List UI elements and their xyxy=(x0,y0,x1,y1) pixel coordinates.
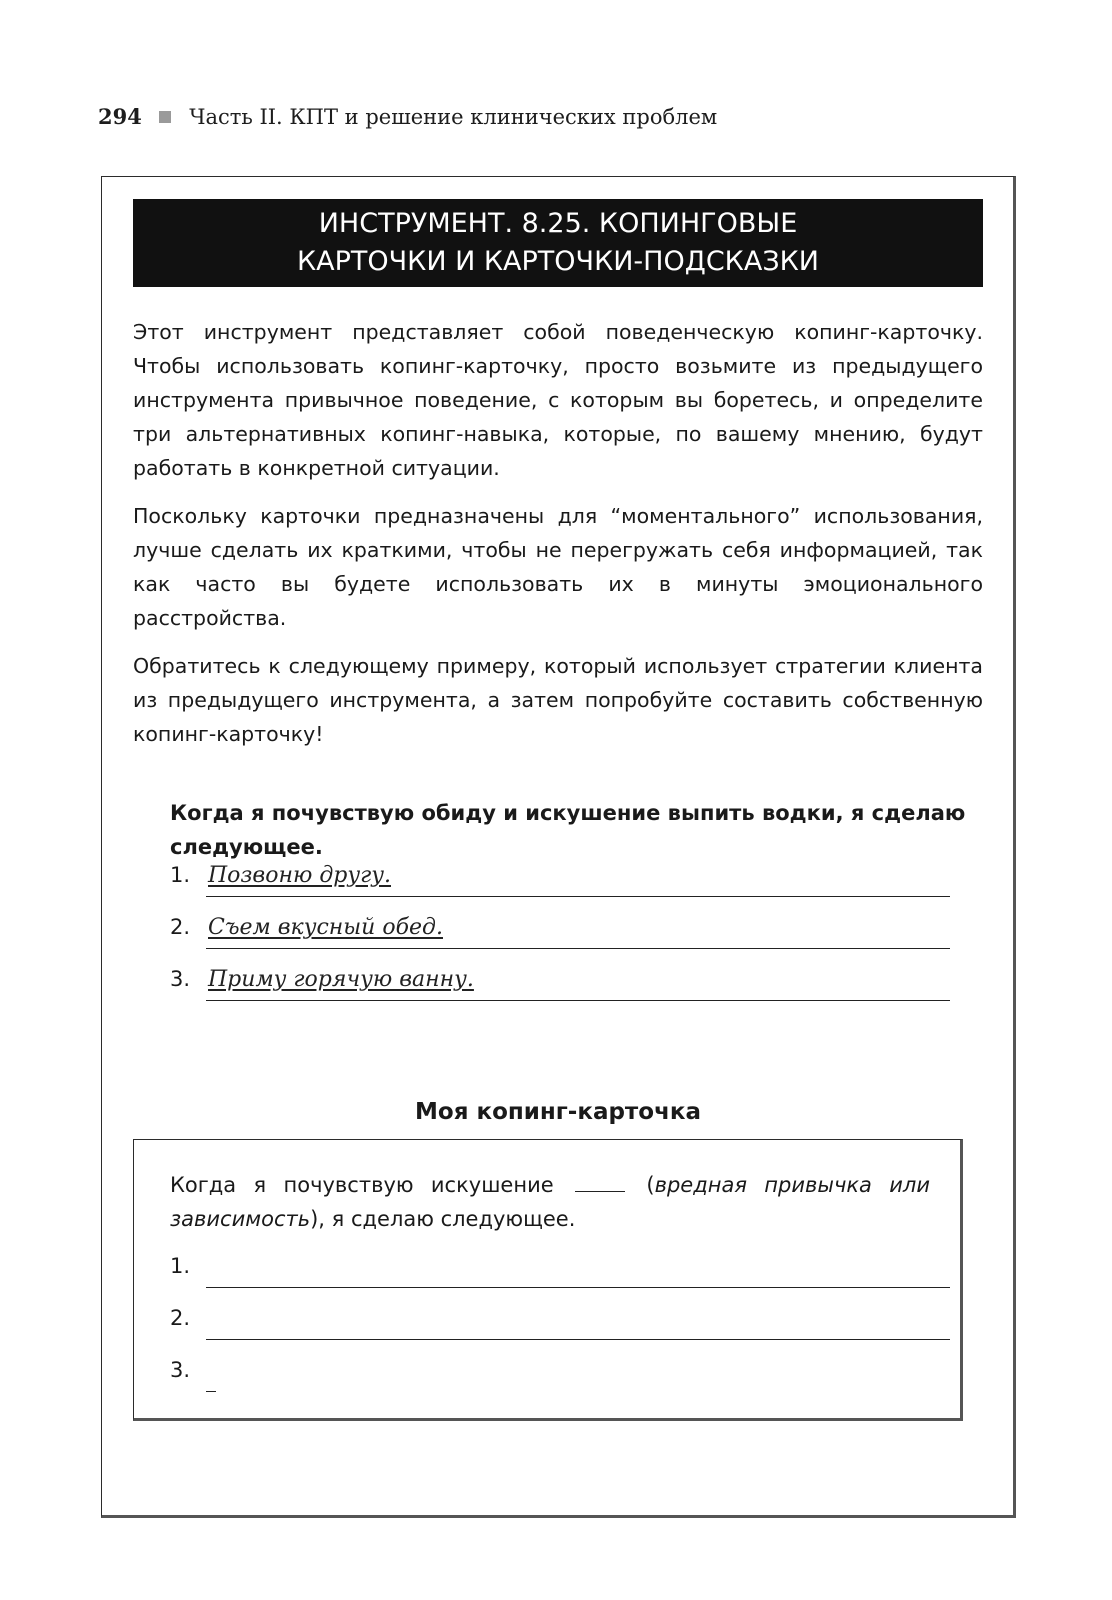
handwritten-answer: Съем вкусный обед. xyxy=(208,915,443,940)
running-head xyxy=(98,104,717,129)
paragraph-3: Обратитесь к следующему примеру, который использует стратегии клиента из предыдущего инструмента, а затем попробуйте составить собственную копинг-карточку! xyxy=(133,654,983,746)
prompt-start: Когда я почувствую искушение xyxy=(170,1173,554,1197)
handwritten-answer: Приму горячую ванну. xyxy=(208,967,474,992)
my-card-prompt xyxy=(170,1168,930,1236)
example-item-3 xyxy=(170,967,950,1001)
prompt-paren-open: ( xyxy=(646,1173,655,1197)
item-number: 3. xyxy=(170,967,191,991)
page-number: 294 xyxy=(98,104,142,129)
prompt-end: ), я сделаю следующее. xyxy=(310,1207,576,1231)
instructions xyxy=(133,315,983,765)
my-card-title: Моя копинг-карточка xyxy=(415,1099,701,1125)
tool-banner xyxy=(133,199,983,287)
banner-line-2: КАРТОЧКИ И КАРТОЧКИ-ПОДСКАЗКИ xyxy=(296,246,819,277)
example-item-1 xyxy=(170,863,950,897)
paragraph-1: Этот инструмент представляет собой поведенческую копинг-карточку. Чтобы использовать копинг-карточку, просто возьмите из предыдущего инструмента привычное поведение, с которым вы боретесь, и определите три альтернативных копинг-навыка, которые, по вашему мнению, будут работать в конкретной ситуации. xyxy=(133,320,983,480)
my-card-item-2 xyxy=(170,1306,950,1340)
item-number: 2. xyxy=(170,1306,191,1330)
example-heading: Когда я почувствую обиду и искушение выпить водки, я сделаю следующее. xyxy=(170,801,966,859)
item-number: 1. xyxy=(170,1254,191,1278)
item-number: 1. xyxy=(170,863,191,887)
answer-line xyxy=(206,967,950,1001)
item-number: 2. xyxy=(170,915,191,939)
my-card-item-3 xyxy=(170,1358,950,1392)
paragraph-2: Поскольку карточки предназначены для “моментального” использования, лучше сделать их краткими, чтобы не перегружать себя информацией, так как часто вы будете использовать их в минуты эмоционального расстройства. xyxy=(133,504,983,630)
running-title: Часть II. КПТ и решение клинических проблем xyxy=(189,105,718,129)
item-number: 3. xyxy=(170,1358,191,1382)
prompt-italic: вредная привычка или зависимость xyxy=(170,1173,930,1231)
handwritten-answer: Позвоню другу. xyxy=(208,863,391,888)
banner-line-1: ИНСТРУМЕНТ. 8.25. КОПИНГОВЫЕ xyxy=(318,208,798,239)
example-item-2 xyxy=(170,915,950,949)
habit-blank[interactable] xyxy=(575,1172,625,1192)
my-card-item-1 xyxy=(170,1254,950,1288)
answer-line[interactable] xyxy=(206,1358,216,1392)
answer-line xyxy=(206,863,950,897)
answer-line xyxy=(206,915,950,949)
answer-line[interactable] xyxy=(206,1306,950,1340)
separator-square-icon xyxy=(159,111,171,123)
answer-line[interactable] xyxy=(206,1254,950,1288)
